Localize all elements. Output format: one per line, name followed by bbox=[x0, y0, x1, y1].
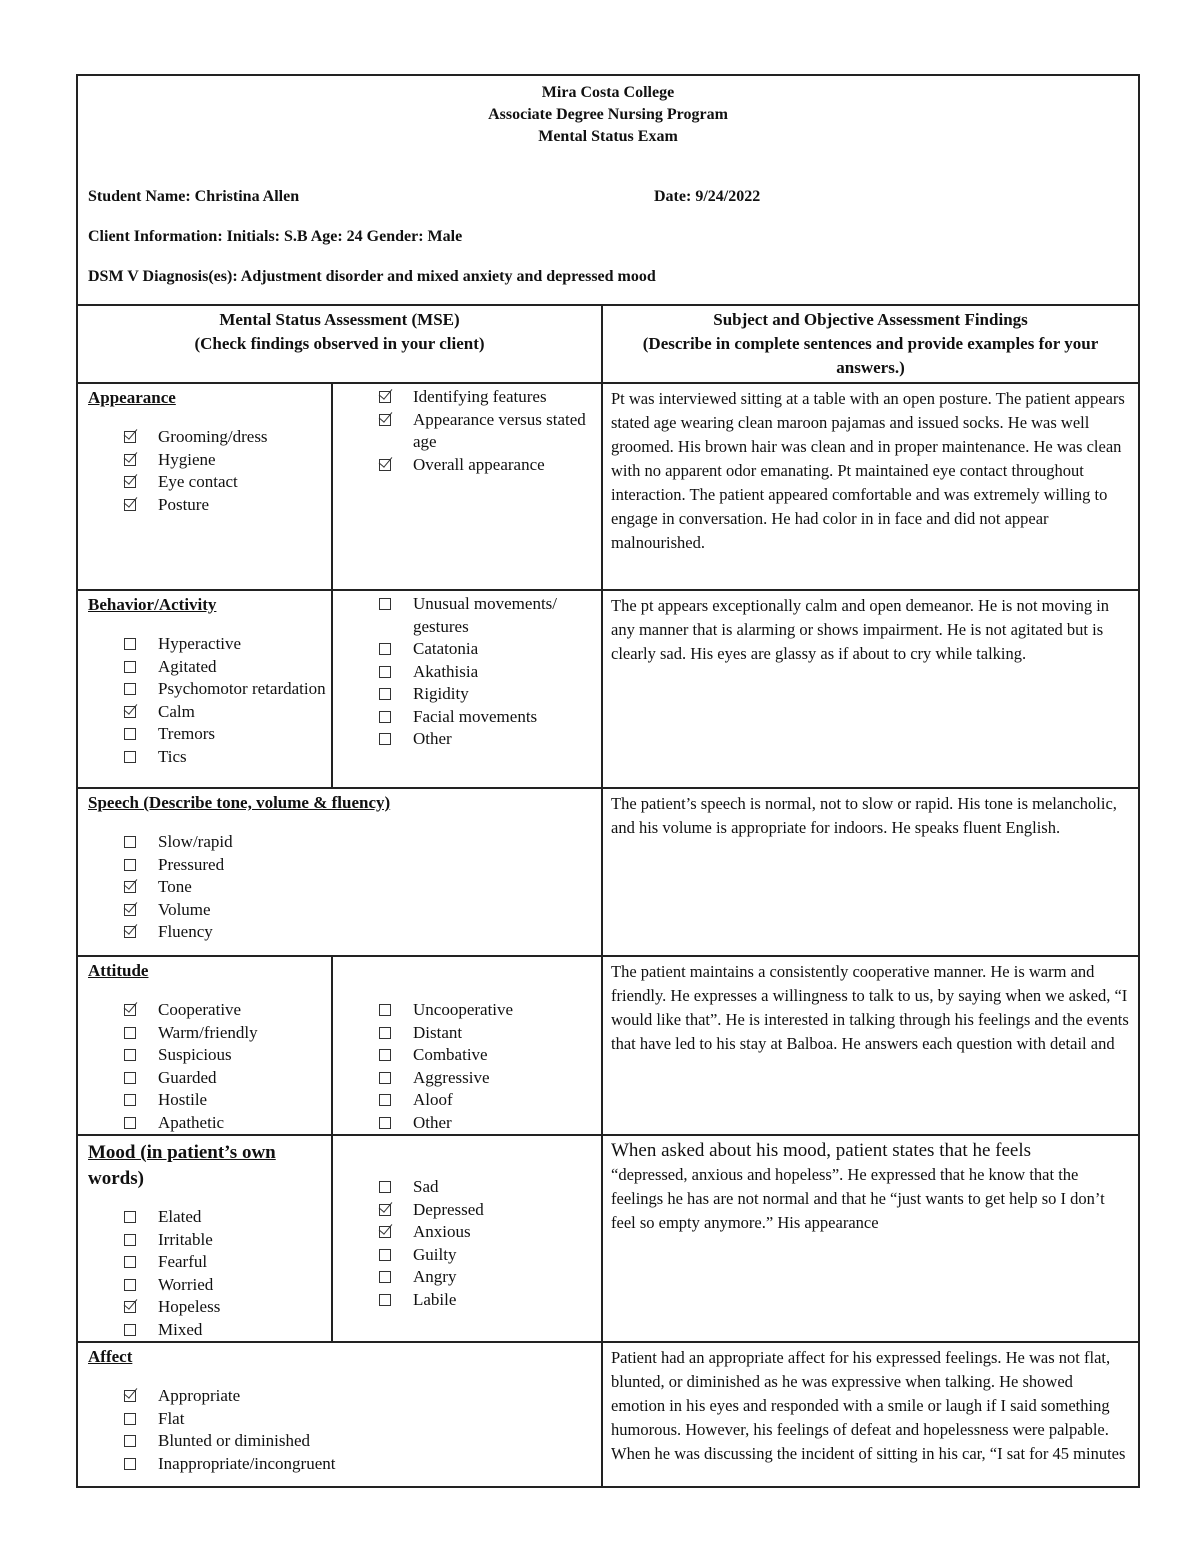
checklist-label: Other bbox=[413, 1112, 452, 1132]
checklist-label: Cooperative bbox=[158, 1000, 242, 1019]
checklist-item bbox=[333, 1221, 601, 1244]
checklist-item bbox=[78, 1408, 601, 1431]
attitude-right-list bbox=[333, 999, 601, 1134]
affect-title: Affect bbox=[88, 1347, 133, 1366]
checklist-label: Hopeless bbox=[158, 1297, 221, 1316]
checklist-label: Mixed bbox=[158, 1319, 203, 1339]
checklist-item bbox=[78, 1430, 601, 1453]
attitude-finding: The patient maintains a consistently cooperative manner. He is warm and friendly. He expresses a willingness to talk to us, by saying when we asked, “I would like that”. He is interested in talking through his feelings and the events that have led to his stay at Balboa. He answers each question with detail and bbox=[602, 956, 1139, 1135]
checklist-item bbox=[333, 1022, 601, 1045]
college-name: Mira Costa College bbox=[541, 84, 675, 101]
checklist-label: Psychomotor retardation bbox=[158, 679, 326, 698]
checklist-label: Uncooperative bbox=[413, 1000, 514, 1019]
checkbox-icon[interactable] bbox=[379, 711, 391, 723]
right-column-header bbox=[602, 305, 1139, 383]
checklist-item bbox=[78, 426, 331, 449]
checklist-item bbox=[78, 1319, 331, 1342]
checklist-label: Combative bbox=[413, 1045, 488, 1064]
checklist-item bbox=[78, 656, 331, 679]
checkbox-icon[interactable] bbox=[379, 1027, 391, 1039]
checklist-label: Anxious bbox=[413, 1222, 471, 1241]
affect-list bbox=[78, 1385, 601, 1475]
checklist-item bbox=[78, 1251, 331, 1274]
checkbox-icon[interactable] bbox=[379, 688, 391, 700]
checkbox-icon[interactable] bbox=[124, 728, 136, 740]
findings-subheading: (Describe in complete sentences and provide examples for your answers.) bbox=[642, 334, 1099, 377]
checklist-item bbox=[78, 899, 601, 922]
checked-box-icon[interactable] bbox=[124, 1301, 136, 1313]
checkbox-icon[interactable] bbox=[124, 638, 136, 650]
checklist-item bbox=[333, 728, 601, 751]
checked-box-icon[interactable] bbox=[124, 926, 136, 938]
checkbox-icon[interactable] bbox=[124, 661, 136, 673]
checkbox-icon[interactable] bbox=[124, 1211, 136, 1223]
checklist-label: Guilty bbox=[413, 1244, 457, 1264]
mood-finding bbox=[602, 1135, 1139, 1342]
behavior-title: Behavior/Activity bbox=[88, 595, 217, 614]
checkbox-icon[interactable] bbox=[124, 1027, 136, 1039]
left-column-header bbox=[77, 305, 602, 383]
checklist-item bbox=[78, 1206, 331, 1229]
checklist-label: Overall appearance bbox=[413, 454, 545, 474]
checklist-label: Catatonia bbox=[413, 639, 479, 658]
checklist-item bbox=[78, 633, 331, 656]
checkbox-icon[interactable] bbox=[124, 1324, 136, 1336]
checklist-item bbox=[78, 1274, 331, 1297]
checklist-label: Fluency bbox=[158, 922, 213, 941]
checklist-item bbox=[333, 683, 601, 706]
checkbox-icon[interactable] bbox=[379, 733, 391, 745]
student-name: Student Name: Christina Allen bbox=[88, 188, 300, 205]
appearance-left-list bbox=[78, 426, 331, 516]
checklist-label: Tone bbox=[158, 877, 192, 896]
checked-box-icon[interactable] bbox=[124, 431, 136, 443]
checked-box-icon[interactable] bbox=[379, 391, 391, 403]
mood-finding-body: “depressed, anxious and hopeless”. He expressed that he know that the feelings he has are not normal and that he “just wants to get help so I don’t feel so empty anymore.” His appearance bbox=[611, 1165, 1105, 1232]
checklist-label: Slow/rapid bbox=[158, 832, 233, 851]
appearance-right-list bbox=[333, 386, 601, 476]
checklist-label: Agitated bbox=[158, 656, 217, 676]
checked-box-icon[interactable] bbox=[379, 459, 391, 471]
speech-finding: The patient’s speech is normal, not to slow or rapid. His tone is melancholic, and his volume is appropriate for indoors. He speaks fluent English. bbox=[602, 788, 1139, 956]
checkbox-icon[interactable] bbox=[124, 1234, 136, 1246]
speech-title: Speech (Describe tone, volume & fluency) bbox=[88, 793, 391, 812]
mse-form bbox=[76, 74, 1138, 1488]
behavior-right bbox=[332, 590, 602, 788]
checkbox-icon[interactable] bbox=[124, 683, 136, 695]
appearance-right bbox=[332, 383, 602, 590]
checklist-label: Identifying features bbox=[413, 387, 547, 406]
checklist-label: Aggressive bbox=[413, 1067, 490, 1087]
checklist-label: Calm bbox=[158, 701, 195, 721]
checklist-item bbox=[78, 723, 331, 746]
checked-box-icon[interactable] bbox=[379, 1204, 391, 1216]
findings-heading: Subject and Objective Assessment Findings bbox=[713, 310, 1028, 329]
checklist-label: Rigidity bbox=[413, 684, 469, 703]
mood-left-list bbox=[78, 1206, 331, 1341]
checklist-item bbox=[333, 386, 601, 409]
checkbox-icon[interactable] bbox=[124, 859, 136, 871]
checklist-label: Warm/friendly bbox=[158, 1022, 258, 1042]
checkbox-icon[interactable] bbox=[124, 1117, 136, 1129]
checkbox-icon[interactable] bbox=[379, 1004, 391, 1016]
checklist-label: Guarded bbox=[158, 1067, 217, 1087]
attitude-right bbox=[332, 956, 602, 1135]
checklist-item bbox=[78, 1385, 601, 1408]
checkbox-icon[interactable] bbox=[379, 1072, 391, 1084]
checklist-item bbox=[78, 678, 331, 701]
checkbox-icon[interactable] bbox=[379, 1271, 391, 1283]
behavior-finding: The pt appears exceptionally calm and open demeanor. He is not moving in any manner that is alarming or shows impairment. He is not agitated but is clearly sad. His eyes are glassy as if about to cry while talking. bbox=[602, 590, 1139, 788]
checked-box-icon[interactable] bbox=[124, 499, 136, 511]
checklist-item bbox=[333, 706, 601, 729]
checkbox-icon[interactable] bbox=[379, 1049, 391, 1061]
checklist-item bbox=[333, 1244, 601, 1267]
checkbox-icon[interactable] bbox=[379, 1294, 391, 1306]
appearance-finding: Pt was interviewed sitting at a table with an open posture. The patient appears stated age wearing clean maroon pajamas and issued socks. He was well groomed. His brown hair was clean and in proper maintenance. He was clean with no apparent odor emanating. Pt maintained eye contact throughout interaction. The patient appeared comfortable and was extremely willing to engage in conversation. He had color in in face and did not appear malnourished. bbox=[602, 383, 1139, 590]
attitude-left-list bbox=[78, 999, 331, 1134]
checklist-label: Aloof bbox=[413, 1090, 453, 1109]
checked-box-icon[interactable] bbox=[124, 476, 136, 488]
affect-finding: Patient had an appropriate affect for his expressed feelings. He was not flat, blunted, or diminished as he was expressive when talking. He showed emotion in his eyes and responded with a smile or laugh if I said something humorous. However, his feelings of defeat and hopelessness were palpable. When he was discussing the incident of sitting in his car, “I sat for 45 minutes bbox=[602, 1342, 1139, 1487]
checklist-label: Tics bbox=[158, 746, 187, 766]
attitude-left bbox=[77, 956, 332, 1135]
checked-box-icon[interactable] bbox=[124, 454, 136, 466]
checklist-label: Hyperactive bbox=[158, 634, 242, 653]
dsm-diagnosis: DSM V Diagnosis(es): Adjustment disorder and mixed anxiety and depressed mood bbox=[88, 268, 656, 285]
checked-box-icon[interactable] bbox=[124, 881, 136, 893]
checklist-label: Appropriate bbox=[158, 1386, 241, 1405]
speech-left bbox=[77, 788, 602, 956]
checklist-label: Worried bbox=[158, 1274, 214, 1294]
checklist-item bbox=[78, 471, 331, 494]
checked-box-icon[interactable] bbox=[124, 904, 136, 916]
checklist-label: Hygiene bbox=[158, 449, 216, 469]
checklist-item bbox=[78, 1044, 331, 1067]
checklist-label: Facial movements bbox=[413, 706, 538, 726]
checklist-item bbox=[78, 876, 601, 899]
checklist-item bbox=[333, 999, 601, 1022]
checked-box-icon[interactable] bbox=[379, 414, 391, 426]
mse-table bbox=[76, 74, 1140, 1488]
program-name: Associate Degree Nursing Program bbox=[488, 106, 728, 123]
checklist-item bbox=[78, 1453, 601, 1476]
checkbox-icon[interactable] bbox=[379, 1117, 391, 1129]
checkbox-icon[interactable] bbox=[124, 1256, 136, 1268]
checkbox-icon[interactable] bbox=[379, 1249, 391, 1261]
checkbox-icon[interactable] bbox=[124, 751, 136, 763]
exam-title: Mental Status Exam bbox=[538, 128, 678, 145]
checklist-label: Posture bbox=[158, 494, 209, 514]
checkbox-icon[interactable] bbox=[379, 1094, 391, 1106]
checklist-item bbox=[78, 746, 331, 769]
checkbox-icon[interactable] bbox=[124, 1435, 136, 1447]
checkbox-icon[interactable] bbox=[124, 1279, 136, 1291]
checklist-item bbox=[78, 1112, 331, 1135]
form-header bbox=[77, 75, 1139, 305]
checklist-label: Eye contact bbox=[158, 472, 238, 491]
checklist-label: Akathisia bbox=[413, 661, 479, 681]
checklist-item bbox=[78, 701, 331, 724]
mse-heading: Mental Status Assessment (MSE) bbox=[219, 310, 460, 329]
checklist-item bbox=[333, 1044, 601, 1067]
checklist-item bbox=[333, 661, 601, 684]
checklist-item bbox=[333, 593, 601, 638]
checklist-item bbox=[78, 1067, 331, 1090]
speech-list bbox=[78, 831, 601, 944]
checklist-label: Distant bbox=[413, 1022, 463, 1042]
checkbox-icon[interactable] bbox=[124, 1072, 136, 1084]
checked-box-icon[interactable] bbox=[124, 706, 136, 718]
checked-box-icon[interactable] bbox=[124, 1004, 136, 1016]
checklist-label: Sad bbox=[413, 1177, 439, 1196]
checkbox-icon[interactable] bbox=[379, 666, 391, 678]
checklist-item bbox=[333, 1266, 601, 1289]
attitude-title: Attitude bbox=[88, 961, 149, 980]
checklist-item bbox=[78, 1022, 331, 1045]
behavior-left bbox=[77, 590, 332, 788]
checklist-label: Elated bbox=[158, 1207, 202, 1226]
checked-box-icon[interactable] bbox=[379, 1226, 391, 1238]
checklist-label: Blunted or diminished bbox=[158, 1431, 311, 1450]
checklist-label: Flat bbox=[158, 1408, 185, 1428]
checklist-label: Irritable bbox=[158, 1229, 213, 1249]
checklist-item bbox=[333, 1176, 601, 1199]
checklist-label: Other bbox=[413, 729, 452, 748]
checklist-item bbox=[78, 449, 331, 472]
checklist-item bbox=[333, 1199, 601, 1222]
mood-left bbox=[77, 1135, 332, 1342]
checkbox-icon[interactable] bbox=[124, 1458, 136, 1470]
affect-left bbox=[77, 1342, 602, 1487]
checklist-label: Suspicious bbox=[158, 1045, 232, 1064]
checklist-item bbox=[78, 921, 601, 944]
checklist-label: Inappropriate/incongruent bbox=[158, 1453, 336, 1473]
checklist-label: Grooming/dress bbox=[158, 427, 268, 446]
mood-finding-lead: When asked about his mood, patient states that he feels bbox=[611, 1140, 1031, 1161]
checklist-item bbox=[333, 1067, 601, 1090]
checkbox-icon[interactable] bbox=[379, 643, 391, 655]
checklist-item bbox=[333, 454, 601, 477]
checklist-item bbox=[333, 1089, 601, 1112]
mood-title bbox=[78, 1136, 331, 1192]
mood-right-list bbox=[333, 1176, 601, 1311]
checklist-item bbox=[78, 1089, 331, 1112]
mood-right bbox=[332, 1135, 602, 1342]
behavior-right-list bbox=[333, 593, 601, 751]
checklist-label: Depressed bbox=[413, 1199, 484, 1219]
checklist-item bbox=[78, 999, 331, 1022]
checkbox-icon[interactable] bbox=[124, 1049, 136, 1061]
exam-date: Date: 9/24/2022 bbox=[654, 188, 761, 205]
checklist-label: Labile bbox=[413, 1289, 457, 1309]
checkbox-icon[interactable] bbox=[379, 1181, 391, 1193]
checkbox-icon[interactable] bbox=[124, 1094, 136, 1106]
checklist-item bbox=[333, 1289, 601, 1312]
mood-title-main: Mood (in patient’s own bbox=[88, 1142, 276, 1163]
behavior-left-list bbox=[78, 633, 331, 768]
checkbox-icon[interactable] bbox=[379, 598, 391, 610]
appearance-title: Appearance bbox=[88, 388, 176, 407]
checklist-label: Fearful bbox=[158, 1252, 208, 1271]
checkbox-icon[interactable] bbox=[124, 1413, 136, 1425]
checklist-label: Tremors bbox=[158, 724, 215, 743]
checklist-item bbox=[78, 854, 601, 877]
checklist-label: Angry bbox=[413, 1267, 457, 1286]
mood-title-rest: words) bbox=[88, 1168, 144, 1189]
checklist-label: Hostile bbox=[158, 1090, 208, 1109]
checklist-item bbox=[78, 494, 331, 517]
checked-box-icon[interactable] bbox=[124, 1390, 136, 1402]
checklist-item bbox=[333, 1112, 601, 1135]
checklist-item bbox=[78, 1229, 331, 1252]
checklist-label: Appearance versus stated age bbox=[413, 409, 586, 451]
checklist-item bbox=[78, 831, 601, 854]
checklist-label: Pressured bbox=[158, 854, 225, 874]
checkbox-icon[interactable] bbox=[124, 836, 136, 848]
checklist-label: Volume bbox=[158, 899, 211, 919]
checklist-item bbox=[333, 409, 601, 454]
mse-subheading: (Check findings observed in your client) bbox=[194, 334, 485, 353]
checklist-item bbox=[333, 638, 601, 661]
checklist-item bbox=[78, 1296, 331, 1319]
checklist-label: Unusual movements/ gestures bbox=[413, 594, 558, 636]
appearance-left bbox=[77, 383, 332, 590]
checklist-label: Apathetic bbox=[158, 1112, 225, 1132]
client-information: Client Information: Initials: S.B Age: 24 Gender: Male bbox=[88, 228, 463, 245]
